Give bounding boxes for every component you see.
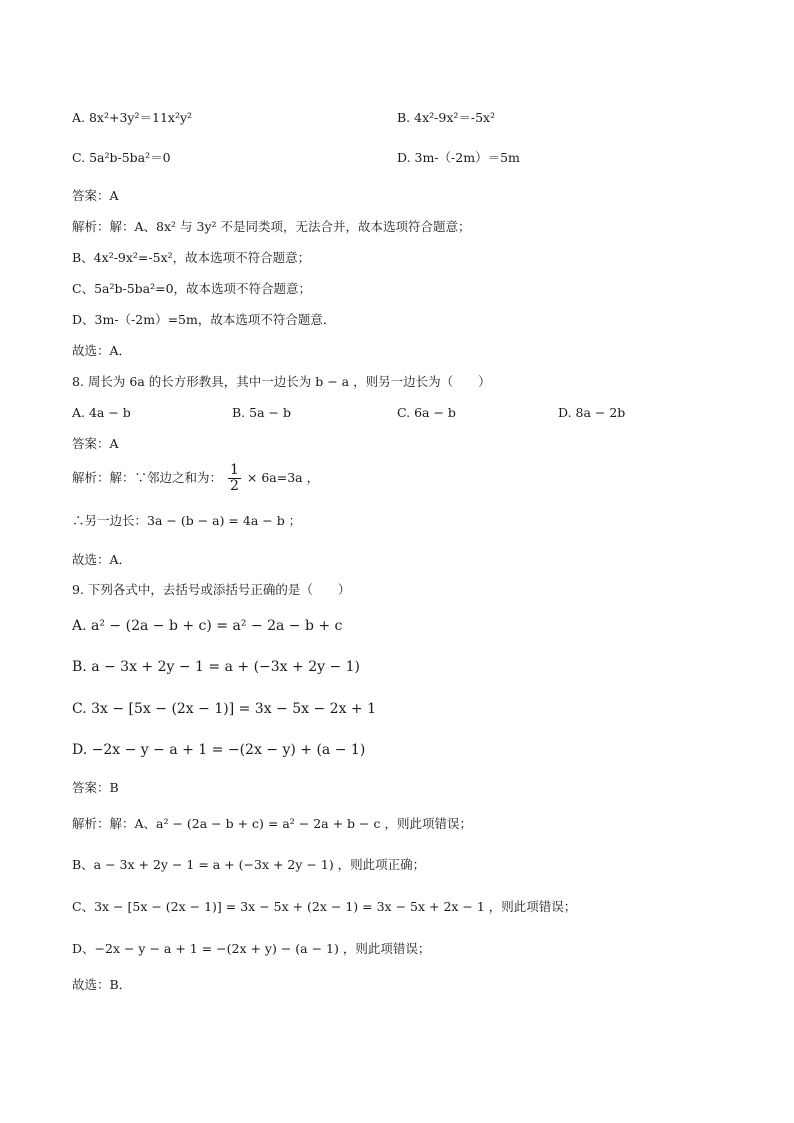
q8-choose: 故选：A．	[72, 552, 132, 567]
q9-explanation-line-2: B、a − 3x + 2y − 1 = a + (−3x + 2y − 1) ，则此项正确；	[72, 857, 426, 872]
q8-explanation-prefix: 解析：解：∵邻边之和为：	[72, 470, 223, 485]
q8-explanation-suffix: × 6a=3a ，	[246, 470, 320, 485]
q7-explanation-line-1: 解析：解：A、8x² 与 3y² 不是同类项，无法合并，故本选项符合题意；	[72, 219, 471, 234]
q8-option-c: C. 6a − b	[397, 405, 456, 420]
q9-choose: 故选：B．	[72, 977, 132, 992]
fraction-one-half	[228, 463, 241, 494]
q8-stem: 8. 周长为 6a 的长方形教具，其中一边长为 b − a ，则另一边长为（ ）	[72, 374, 491, 389]
q8-explanation-line-2: ∴另一边长：3a − (b − a) = 4a − b ；	[72, 513, 302, 528]
q8-answer: 答案：A	[72, 436, 119, 451]
q7-choose: 故选：A．	[72, 343, 132, 358]
q7-option-d: D. 3m-（-2m）＝5m	[397, 150, 520, 165]
q8-option-a: A. 4a − b	[72, 405, 131, 420]
q9-explanation-line-4: D、−2x − y − a + 1 = −(2x + y) − (a − 1) ，则此项错误；	[72, 941, 431, 956]
q9-option-c: C. 3x − [5x − (2x − 1)] = 3x − 5x − 2x + 1	[72, 701, 377, 717]
q7-explanation-line-4: D、3m-（-2m）=5m，故本选项不符合题意．	[72, 312, 336, 327]
q7-option-c: C. 5a²b-5ba²＝0	[72, 150, 171, 165]
q9-option-d: D. −2x − y − a + 1 = −(2x − y) + (a − 1)	[72, 742, 366, 758]
fraction-denominator: 2	[230, 478, 239, 494]
q7-explanation-line-2: B、4x²-9x²=-5x²，故本选项不符合题意；	[72, 250, 311, 265]
q7-option-b: B. 4x²-9x²＝-5x²	[397, 110, 496, 125]
q8-option-b: B. 5a − b	[232, 405, 291, 420]
q7-option-a: A. 8x²+3y²＝11x²y²	[72, 110, 193, 125]
q9-explanation-line-1: 解析：解：A、a² − (2a − b + c) = a² − 2a + b − c ，则此项错误；	[72, 816, 472, 831]
q9-answer: 答案：B	[72, 780, 119, 795]
q9-explanation-line-3: C、3x − [5x − (2x − 1)] = 3x − 5x + (2x − 1) = 3x − 5x + 2x − 1 ，则此项错误；	[72, 899, 577, 914]
q7-answer: 答案：A	[72, 188, 119, 203]
q8-option-d: D. 8a − 2b	[558, 405, 626, 420]
q7-explanation-line-3: C、5a²b-5ba²=0，故本选项不符合题意；	[72, 281, 312, 296]
q9-stem: 9. 下列各式中，去括号或添括号正确的是（ ）	[72, 582, 351, 597]
fraction-numerator: 1	[230, 462, 239, 478]
q9-option-a: A. a² − (2a − b + c) = a² − 2a − b + c	[72, 618, 343, 634]
q9-option-b: B. a − 3x + 2y − 1 = a + (−3x + 2y − 1)	[72, 659, 361, 675]
q8-explanation-line-1	[72, 460, 319, 496]
